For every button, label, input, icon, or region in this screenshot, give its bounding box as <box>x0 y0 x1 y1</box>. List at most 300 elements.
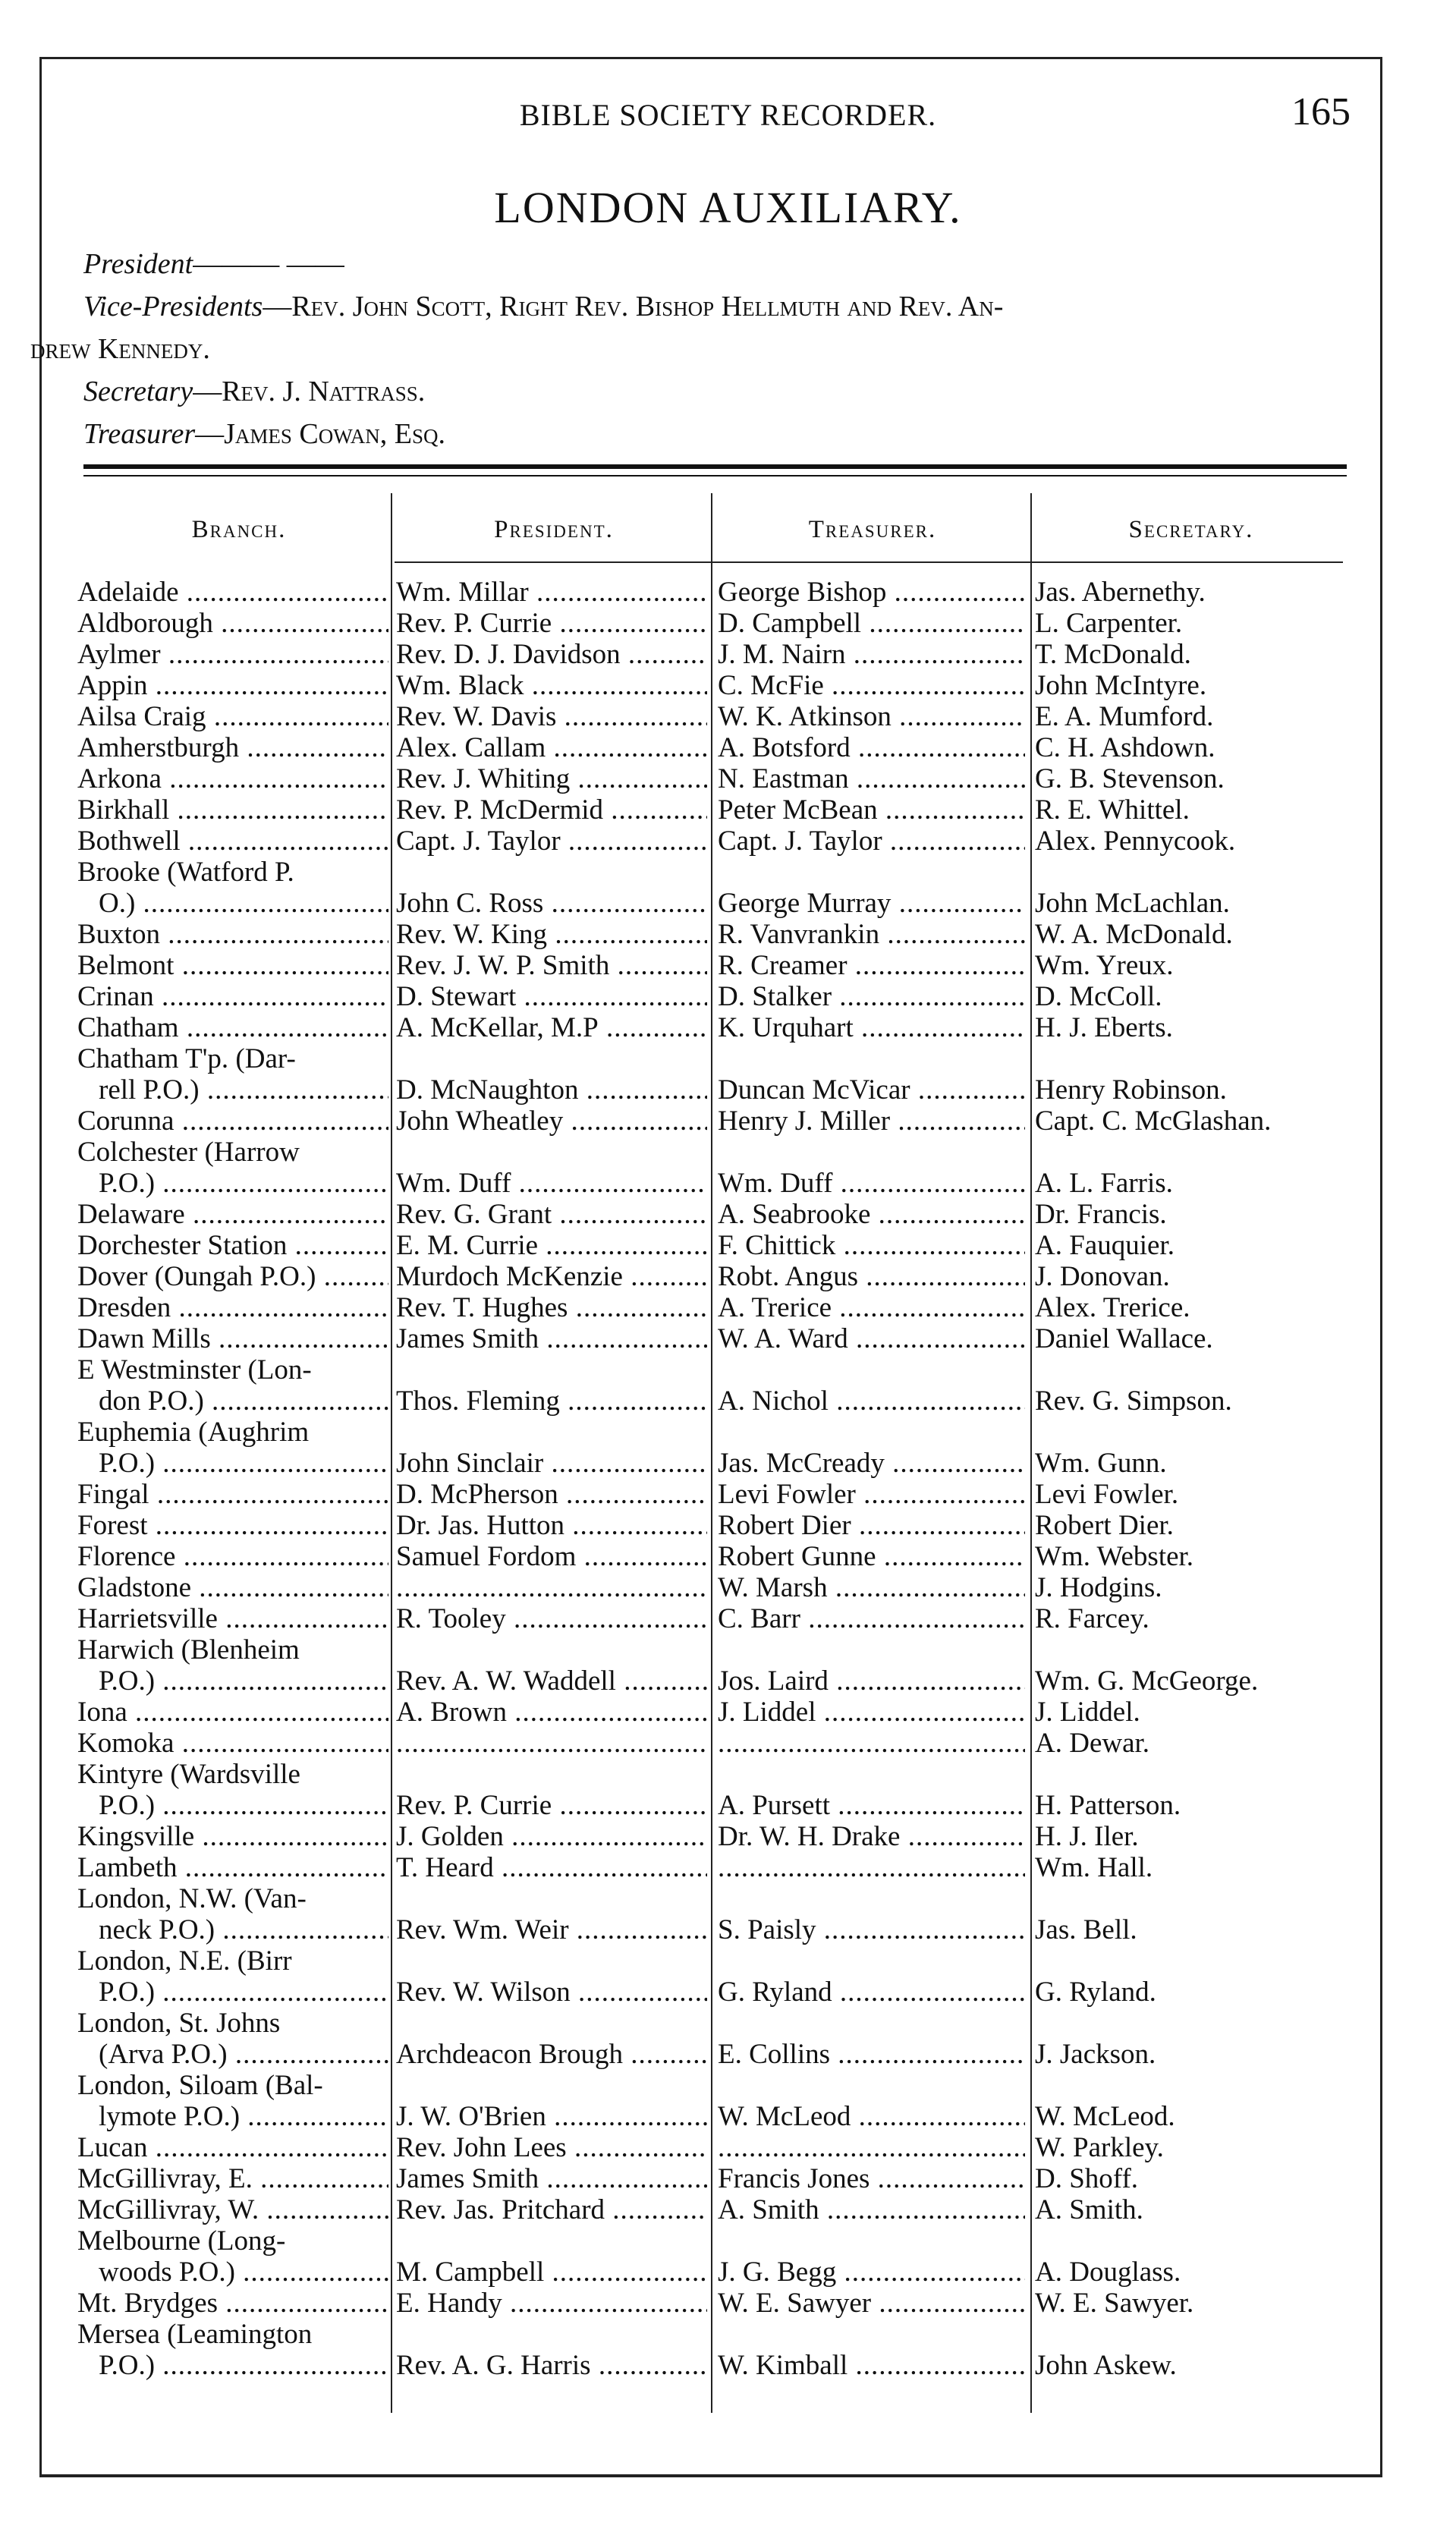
table-row <box>77 1759 1360 1821</box>
secretary-cell: W. McLeod. <box>1035 2101 1175 2132</box>
table-row <box>77 1541 1360 1572</box>
table-row <box>77 732 1360 763</box>
branch-name-line: Lucan ..... <box>77 2132 388 2163</box>
secretary-cell: Capt. C. McGlashan. <box>1035 1106 1272 1137</box>
branch-name-line: Belmont ..... <box>77 950 388 981</box>
president-cell: Alex. Callam ..... <box>396 732 707 763</box>
treasurer-cell: J. Liddel ..... <box>718 1697 1025 1728</box>
branch-cell <box>77 1634 388 1697</box>
treasurer-cell: F. Chittick ..... <box>718 1230 1025 1261</box>
branch-name-line: Ailsa Craig ..... <box>77 701 388 732</box>
treasurer-cell: Jas. McCready ..... <box>718 1448 1025 1479</box>
president-cell: T. Heard ..... <box>396 1852 707 1883</box>
secretary-cell: H. Patterson. <box>1035 1790 1181 1821</box>
president-cell: Rev. W. King ..... <box>396 919 707 950</box>
branch-name-line: Buxton ..... <box>77 919 388 950</box>
header-branch: Branch. <box>191 516 287 543</box>
secretary-cell: A. Fauquier. <box>1035 1230 1175 1261</box>
branch-cell <box>77 950 388 981</box>
branch-name-line: neck P.O.) ..... <box>77 1914 388 1945</box>
branch-name-line: Colchester (Harrow <box>77 1137 300 1168</box>
treasurer-cell: D. Stalker ..... <box>718 981 1025 1012</box>
president-cell <box>396 1728 707 1759</box>
branch-name-line: Dorchester Station ..... <box>77 1230 388 1261</box>
branch-name-line: lymote P.O.) ..... <box>77 2101 388 2132</box>
president-cell: Dr. Jas. Hutton ..... <box>396 1510 707 1541</box>
secretary-cell: H. J. Iler. <box>1035 1821 1139 1852</box>
branch-cell <box>77 1945 388 2008</box>
president-cell: D. Stewart ..... <box>396 981 707 1012</box>
branch-cell <box>77 1510 388 1541</box>
treasurer-cell: J. G. Begg ..... <box>718 2257 1025 2288</box>
header-treasurer: Treasurer. <box>808 516 937 543</box>
table-row <box>77 1634 1360 1697</box>
treasurer-cell: W. McLeod ..... <box>718 2101 1025 2132</box>
treasurer-cell: J. M. Nairn ..... <box>718 639 1025 670</box>
branch-name-line: Forest ..... <box>77 1510 388 1541</box>
secretary-cell: John McLachlan. <box>1035 888 1230 919</box>
branch-name-line: Aylmer ..... <box>77 639 388 670</box>
branch-cell <box>77 1883 388 1945</box>
treasurer-cell: W. Kimball ..... <box>718 2350 1025 2381</box>
table-row <box>77 1572 1360 1603</box>
branch-name-line: Euphemia (Aughrim <box>77 1417 310 1448</box>
table-row <box>77 2132 1360 2163</box>
branch-cell <box>77 1728 388 1759</box>
table-row <box>77 1697 1360 1728</box>
secretary-cell: Wm. G. McGeorge. <box>1035 1665 1259 1697</box>
table-row <box>77 1292 1360 1323</box>
branch-name-line: London, N.W. (Van- <box>77 1883 307 1914</box>
table-row <box>77 608 1360 639</box>
branch-name-line: Delaware ..... <box>77 1199 388 1230</box>
branch-name-line: P.O.) ..... <box>77 1448 388 1479</box>
treasurer-cell: S. Paisly ..... <box>718 1914 1025 1945</box>
header-secretary: Secretary. <box>1128 516 1254 543</box>
branch-name-line: O.) ..... <box>77 888 388 919</box>
branch-cell <box>77 2319 388 2381</box>
president-cell: Wm. Millar ..... <box>396 577 707 608</box>
treasurer-cell: W. Marsh ..... <box>718 1572 1025 1603</box>
president-cell: Rev. J. W. P. Smith ..... <box>396 950 707 981</box>
secretary-cell: Levi Fowler. <box>1035 1479 1179 1510</box>
treasurer-cell: W. K. Atkinson ..... <box>718 701 1025 732</box>
branch-cell <box>77 2132 388 2163</box>
treasurer-cell: Wm. Duff ..... <box>718 1168 1025 1199</box>
branch-cell <box>77 1292 388 1323</box>
branch-cell <box>77 1230 388 1261</box>
president-cell: Rev. Wm. Weir ..... <box>396 1914 707 1945</box>
branch-name-line: London, N.E. (Birr <box>77 1945 292 1977</box>
table-row <box>77 1821 1360 1852</box>
table-row <box>77 2163 1360 2194</box>
president-cell: Rev. T. Hughes ..... <box>396 1292 707 1323</box>
table-row <box>77 1728 1360 1759</box>
treasurer-cell: Robert Dier ..... <box>718 1510 1025 1541</box>
table-row <box>77 2319 1360 2381</box>
branch-name-line: London, Siloam (Bal- <box>77 2070 323 2101</box>
branch-name-line: Adelaide ..... <box>77 577 388 608</box>
branch-name-line: P.O.) ..... <box>77 1790 388 1821</box>
president-cell: R. Tooley ..... <box>396 1603 707 1634</box>
branch-cell <box>77 981 388 1012</box>
branch-cell <box>77 670 388 701</box>
president-cell: John Wheatley ..... <box>396 1106 707 1137</box>
treasurer-cell: R. Creamer ..... <box>718 950 1025 981</box>
president-cell: E. Handy ..... <box>396 2288 707 2319</box>
secretary-cell: Robert Dier. <box>1035 1510 1174 1541</box>
treasurer-cell: G. Ryland ..... <box>718 1977 1025 2008</box>
treasurer-value: —James Cowan, Esq. <box>195 418 445 450</box>
page-number: 165 <box>1291 90 1351 134</box>
table-row <box>77 670 1360 701</box>
treasurer-cell: Henry J. Miller ..... <box>718 1106 1025 1137</box>
branch-cell <box>77 826 388 857</box>
branch-cell <box>77 2008 388 2070</box>
secretary-cell: Jas. Abernethy. <box>1035 577 1206 608</box>
president-label: President <box>83 248 193 280</box>
secretary-label: Secretary <box>83 376 193 407</box>
treasurer-cell: E. Collins ..... <box>718 2039 1025 2070</box>
branch-cell <box>77 608 388 639</box>
table-row <box>77 1417 1360 1479</box>
branch-name-line: rell P.O.) ..... <box>77 1074 388 1106</box>
secretary-cell: R. E. Whittel. <box>1035 794 1190 826</box>
secretary-cell: J. Hodgins. <box>1035 1572 1162 1603</box>
branch-name-line: P.O.) ..... <box>77 2350 388 2381</box>
secretary-cell: J. Donovan. <box>1035 1261 1170 1292</box>
secretary-cell: W. Parkley. <box>1035 2132 1164 2163</box>
branch-cell <box>77 1759 388 1821</box>
branch-name-line: P.O.) ..... <box>77 1977 388 2008</box>
branch-cell <box>77 701 388 732</box>
treasurer-cell: A. Pursett ..... <box>718 1790 1025 1821</box>
table-row <box>77 1479 1360 1510</box>
branch-cell <box>77 1697 388 1728</box>
table-row <box>77 1852 1360 1883</box>
president-cell: Rev. P. Currie ..... <box>396 1790 707 1821</box>
president-cell: Rev. Jas. Pritchard ..... <box>396 2194 707 2225</box>
treasurer-cell: Duncan McVicar ..... <box>718 1074 1025 1106</box>
secretary-cell: H. J. Eberts. <box>1035 1012 1173 1043</box>
treasurer-cell: K. Urquhart ..... <box>718 1012 1025 1043</box>
branch-cell <box>77 1603 388 1634</box>
vice-presidents-value: —Rev. John Scott, Right Rev. Bishop Hellmuth and Rev. An- <box>263 291 1004 322</box>
secretary-cell: Wm. Hall. <box>1035 1852 1153 1883</box>
president-cell: Samuel Fordom ..... <box>396 1541 707 1572</box>
branch-cell <box>77 857 388 919</box>
table-row <box>77 857 1360 919</box>
secretary-cell: Daniel Wallace. <box>1035 1323 1213 1354</box>
branch-name-line: Mersea (Leamington <box>77 2319 313 2350</box>
branch-cell <box>77 2288 388 2319</box>
branch-cell <box>77 1137 388 1199</box>
treasurer-cell: George Murray ..... <box>718 888 1025 919</box>
treasurer-cell: Peter McBean ..... <box>718 794 1025 826</box>
secretary-cell: E. A. Mumford. <box>1035 701 1214 732</box>
treasurer-cell: Levi Fowler ..... <box>718 1479 1025 1510</box>
branch-name-line: Iona ..... <box>77 1697 388 1728</box>
table-row <box>77 1106 1360 1137</box>
table-row <box>77 1603 1360 1634</box>
treasurer-cell: C. Barr ..... <box>718 1603 1025 1634</box>
branch-name-line: Chatham T'p. (Dar- <box>77 1043 296 1074</box>
vice-presidents-line <box>83 285 1343 328</box>
branch-cell <box>77 1479 388 1510</box>
vice-presidents-label: Vice-Presidents <box>83 291 263 322</box>
branch-cell <box>77 2225 388 2288</box>
treasurer-cell: A. Botsford ..... <box>718 732 1025 763</box>
branch-cell <box>77 2163 388 2194</box>
table-row <box>77 1261 1360 1292</box>
president-cell: Rev. A. W. Waddell ..... <box>396 1665 707 1697</box>
branch-name-line: P.O.) ..... <box>77 1168 388 1199</box>
president-cell: J. Golden ..... <box>396 1821 707 1852</box>
secretary-cell: Wm. Yreux. <box>1035 950 1174 981</box>
president-cell <box>396 1572 707 1603</box>
secretary-cell: T. McDonald. <box>1035 639 1191 670</box>
branch-cell <box>77 763 388 794</box>
vice-presidents-continuation <box>30 328 1343 370</box>
branch-name-line: Corunna ..... <box>77 1106 388 1137</box>
branch-cell <box>77 1106 388 1137</box>
table-row <box>77 701 1360 732</box>
secretary-line <box>83 370 1343 413</box>
branch-cell <box>77 1541 388 1572</box>
president-cell: Rev. A. G. Harris ..... <box>396 2350 707 2381</box>
treasurer-cell: Jos. Laird ..... <box>718 1665 1025 1697</box>
secretary-cell: C. H. Ashdown. <box>1035 732 1215 763</box>
branch-name-line: Dawn Mills ..... <box>77 1323 388 1354</box>
treasurer-cell: C. McFie ..... <box>718 670 1025 701</box>
header-president: President. <box>494 516 614 543</box>
secretary-cell: D. Shoff. <box>1035 2163 1139 2194</box>
table-row <box>77 577 1360 608</box>
branch-name-line: Komoka ..... <box>77 1728 388 1759</box>
treasurer-cell: R. Vanvrankin ..... <box>718 919 1025 950</box>
table-row <box>77 1199 1360 1230</box>
branch-name-line: Gladstone ..... <box>77 1572 388 1603</box>
president-cell: Rev. J. Whiting ..... <box>396 763 707 794</box>
secretary-cell: Alex. Trerice. <box>1035 1292 1190 1323</box>
table-row <box>77 763 1360 794</box>
branch-name-line: Kintyre (Wardsville <box>77 1759 300 1790</box>
president-cell: D. McPherson ..... <box>396 1479 707 1510</box>
president-cell: Rev. D. J. Davidson ..... <box>396 639 707 670</box>
secretary-cell: G. Ryland. <box>1035 1977 1156 2008</box>
president-value: ——— —— <box>193 248 344 280</box>
table-row <box>77 1230 1360 1261</box>
branch-cell <box>77 1821 388 1852</box>
president-cell: Wm. Black ..... <box>396 670 707 701</box>
branch-name-line: Birkhall ..... <box>77 794 388 826</box>
branch-cell <box>77 1852 388 1883</box>
secretary-cell: J. Jackson. <box>1035 2039 1156 2070</box>
treasurer-cell <box>718 2132 1025 2163</box>
treasurer-cell <box>718 1728 1025 1759</box>
branch-cell <box>77 1012 388 1043</box>
table-row <box>77 1323 1360 1354</box>
officers-block <box>30 243 1343 455</box>
branch-cell <box>77 1417 388 1479</box>
table-row <box>77 826 1360 857</box>
table-row <box>77 2194 1360 2225</box>
secretary-cell: John McIntyre. <box>1035 670 1207 701</box>
secretary-cell: L. Carpenter. <box>1035 608 1183 639</box>
president-cell: J. W. O'Brien ..... <box>396 2101 707 2132</box>
treasurer-line <box>83 413 1343 455</box>
branch-cell <box>77 919 388 950</box>
table-row <box>77 1012 1360 1043</box>
treasurer-cell: Dr. W. H. Drake ..... <box>718 1821 1025 1852</box>
branch-name-line: Appin ..... <box>77 670 388 701</box>
table-row <box>77 919 1360 950</box>
treasurer-cell: Robert Gunne ..... <box>718 1541 1025 1572</box>
president-line <box>83 243 1343 285</box>
branch-name-line: (Arva P.O.) ..... <box>77 2039 388 2070</box>
president-cell: Rev. P. Currie ..... <box>396 608 707 639</box>
secretary-cell: W. A. McDonald. <box>1035 919 1233 950</box>
table-row <box>77 981 1360 1012</box>
president-cell: Rev. W. Wilson ..... <box>396 1977 707 2008</box>
branch-name-line: woods P.O.) ..... <box>77 2257 388 2288</box>
treasurer-cell: D. Campbell ..... <box>718 608 1025 639</box>
secretary-cell: Wm. Webster. <box>1035 1541 1194 1572</box>
branch-name-line: McGillivray, E. ..... <box>77 2163 388 2194</box>
branch-cell <box>77 1043 388 1106</box>
president-cell: A. McKellar, M.P ..... <box>396 1012 707 1043</box>
branch-name-line: P.O.) ..... <box>77 1665 388 1697</box>
president-cell: James Smith ..... <box>396 2163 707 2194</box>
table-row <box>77 639 1360 670</box>
secretary-cell: D. McColl. <box>1035 981 1162 1012</box>
secretary-cell: Dr. Francis. <box>1035 1199 1167 1230</box>
president-cell: Rev. W. Davis ..... <box>396 701 707 732</box>
president-cell: Rev. John Lees ..... <box>396 2132 707 2163</box>
president-cell: E. M. Currie ..... <box>396 1230 707 1261</box>
page-title: LONDON AUXILIARY. <box>494 183 962 232</box>
branch-name-line: Fingal ..... <box>77 1479 388 1510</box>
president-cell: John C. Ross ..... <box>396 888 707 919</box>
treasurer-cell: Robt. Angus ..... <box>718 1261 1025 1292</box>
table-row <box>77 1883 1360 1945</box>
president-cell: M. Campbell ..... <box>396 2257 707 2288</box>
treasurer-cell: N. Eastman ..... <box>718 763 1025 794</box>
branch-name-line: don P.O.) ..... <box>77 1385 388 1417</box>
table-row <box>77 950 1360 981</box>
president-cell: Rev. G. Grant ..... <box>396 1199 707 1230</box>
treasurer-cell: Francis Jones ..... <box>718 2163 1025 2194</box>
president-cell: Wm. Duff ..... <box>396 1168 707 1199</box>
heavy-rule <box>83 464 1347 469</box>
branch-name-line: Mt. Brydges ..... <box>77 2288 388 2319</box>
president-cell: John Sinclair ..... <box>396 1448 707 1479</box>
table-row <box>77 2070 1360 2132</box>
branch-name-line: Lambeth ..... <box>77 1852 388 1883</box>
branch-name-line: Harwich (Blenheim <box>77 1634 300 1665</box>
secretary-cell: R. Farcey. <box>1035 1603 1149 1634</box>
secretary-cell: Wm. Gunn. <box>1035 1448 1167 1479</box>
president-cell: Capt. J. Taylor ..... <box>396 826 707 857</box>
branch-name-line: Brooke (Watford P. <box>77 857 294 888</box>
table-row <box>77 1354 1360 1417</box>
treasurer-cell: A. Smith ..... <box>718 2194 1025 2225</box>
table-row <box>77 1043 1360 1106</box>
secretary-cell: A. Douglass. <box>1035 2257 1181 2288</box>
vice-presidents-value-cont: drew Kennedy. <box>30 333 210 365</box>
branch-name-line: Kingsville ..... <box>77 1821 388 1852</box>
branch-cell <box>77 577 388 608</box>
branch-cell <box>77 1572 388 1603</box>
secretary-cell: W. E. Sawyer. <box>1035 2288 1194 2319</box>
secretary-cell: Jas. Bell. <box>1035 1914 1137 1945</box>
branch-cell <box>77 2070 388 2132</box>
treasurer-cell: W. A. Ward ..... <box>718 1323 1025 1354</box>
treasurer-label: Treasurer <box>83 418 196 450</box>
table-row <box>77 1137 1360 1199</box>
header-underline <box>395 561 1343 563</box>
branch-name-line: Florence ..... <box>77 1541 388 1572</box>
president-cell: Thos. Fleming ..... <box>396 1385 707 1417</box>
branch-cell <box>77 1323 388 1354</box>
secretary-cell: Alex. Pennycook. <box>1035 826 1236 857</box>
table-row <box>77 1945 1360 2008</box>
branch-cell <box>77 1199 388 1230</box>
branch-name-line: Dover (Oungah P.O.) ..... <box>77 1261 388 1292</box>
president-cell: Murdoch McKenzie ..... <box>396 1261 707 1292</box>
treasurer-cell <box>718 1852 1025 1883</box>
branch-cell <box>77 732 388 763</box>
president-cell: James Smith ..... <box>396 1323 707 1354</box>
thin-rule <box>83 475 1347 476</box>
branch-name-line: Amherstburgh ..... <box>77 732 388 763</box>
branch-name-line: Chatham ..... <box>77 1012 388 1043</box>
branch-name-line: London, St. Johns <box>77 2008 281 2039</box>
secretary-cell: A. Smith. <box>1035 2194 1143 2225</box>
secretary-cell: A. L. Farris. <box>1035 1168 1173 1199</box>
table-row <box>77 2288 1360 2319</box>
branch-name-line: Aldborough ..... <box>77 608 388 639</box>
treasurer-cell: W. E. Sawyer ..... <box>718 2288 1025 2319</box>
president-cell: Rev. P. McDermid ..... <box>396 794 707 826</box>
secretary-cell: Rev. G. Simpson. <box>1035 1385 1232 1417</box>
branch-cell <box>77 639 388 670</box>
branch-name-line: Melbourne (Long- <box>77 2225 286 2257</box>
table-row <box>77 2008 1360 2070</box>
president-cell: A. Brown ..... <box>396 1697 707 1728</box>
branch-cell <box>77 1261 388 1292</box>
secretary-value: —Rev. J. Nattrass. <box>193 376 426 407</box>
branch-name-line: E Westminster (Lon- <box>77 1354 312 1385</box>
president-cell: Archdeacon Brough ..... <box>396 2039 707 2070</box>
table-row <box>77 1510 1360 1541</box>
branch-name-line: Bothwell ..... <box>77 826 388 857</box>
branch-name-line: Crinan ..... <box>77 981 388 1012</box>
treasurer-cell: A. Seabrooke ..... <box>718 1199 1025 1230</box>
secretary-cell: G. B. Stevenson. <box>1035 763 1225 794</box>
branch-name-line: McGillivray, W. ..... <box>77 2194 388 2225</box>
treasurer-cell: George Bishop ..... <box>718 577 1025 608</box>
secretary-cell: A. Dewar. <box>1035 1728 1150 1759</box>
branch-name-line: Dresden ..... <box>77 1292 388 1323</box>
branch-cell <box>77 2194 388 2225</box>
secretary-cell: J. Liddel. <box>1035 1697 1140 1728</box>
treasurer-cell: Capt. J. Taylor ..... <box>718 826 1025 857</box>
president-cell: D. McNaughton ..... <box>396 1074 707 1106</box>
branch-cell <box>77 1354 388 1417</box>
table-row <box>77 2225 1360 2288</box>
branch-name-line: Arkona ..... <box>77 763 388 794</box>
